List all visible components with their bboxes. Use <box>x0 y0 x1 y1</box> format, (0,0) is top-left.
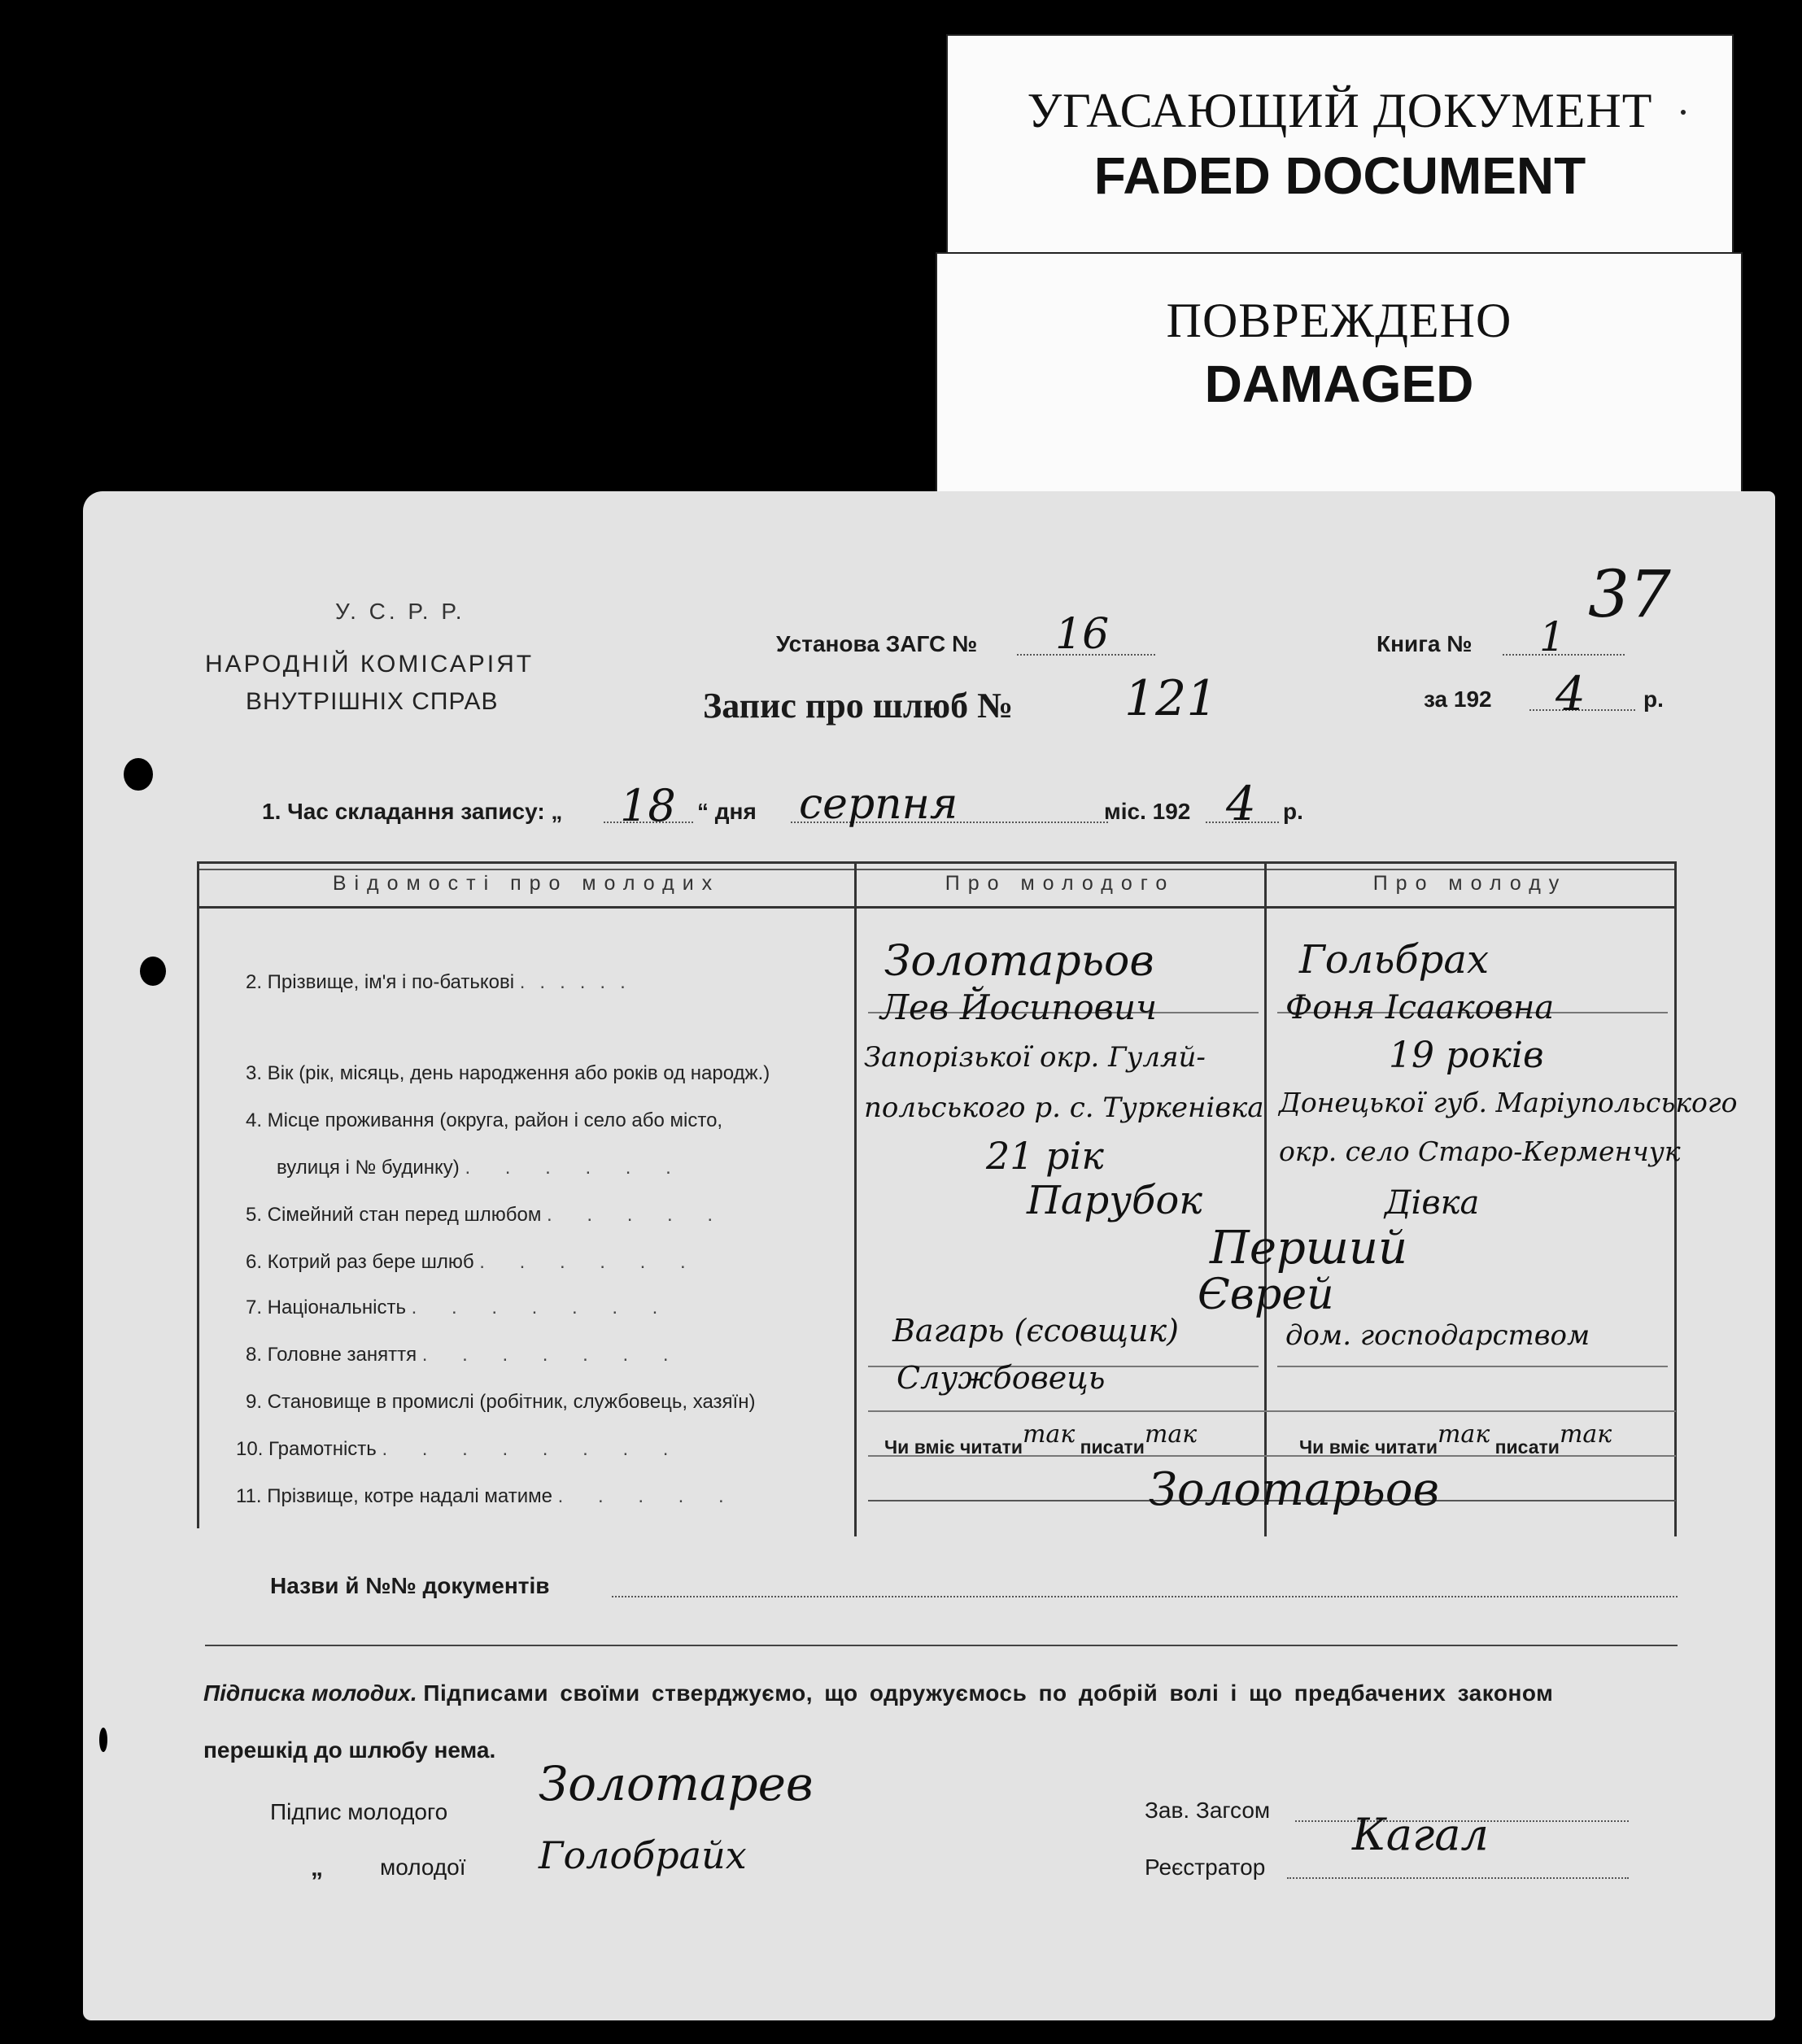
bride-signature: Голобрайх <box>539 1833 747 1877</box>
groom-residence-1: Запорізької окр. Гуляй- <box>864 1041 1206 1074</box>
row-dots: . . . . . . <box>479 1251 700 1273</box>
bride-residence-1: Донецької губ. Маріупольського <box>1279 1087 1738 1118</box>
row-label-text: 5. Сімейний стан перед шлюбом <box>246 1204 542 1226</box>
institution-label: Установа ЗАГС № <box>776 631 978 656</box>
groom-marital-status: Парубок <box>1027 1178 1202 1223</box>
row-rule <box>868 1410 1676 1412</box>
damaged-label <box>936 252 1743 504</box>
row-label-text: вулиця і № будинку) <box>277 1157 460 1179</box>
table-divider-groom <box>854 861 857 1536</box>
future-surname: Золотарьов <box>1149 1463 1440 1516</box>
bride-name: Фоня Ісааковна <box>1285 989 1555 1026</box>
row-dots: . . . . . . . <box>411 1297 673 1318</box>
row-label-residence <box>246 1109 722 1132</box>
groom-age: 21 рік <box>986 1134 1104 1178</box>
table-right-border <box>1674 861 1677 1536</box>
groom-surname: Золотарьов <box>884 937 1154 986</box>
table-left-border <box>197 861 199 1528</box>
row-label-name <box>246 971 640 994</box>
punch-hole <box>124 758 153 791</box>
row-label-marital <box>246 1204 727 1227</box>
faded-label-ru: УГАСАЮЩИЙ ДОКУМЕНТ <box>1027 84 1653 137</box>
book-label: Книга № <box>1377 631 1473 656</box>
table-divider-bride <box>1264 861 1267 1536</box>
row-label-literacy <box>236 1438 683 1461</box>
literacy-middle: писати <box>1080 1436 1145 1458</box>
registrar-label: Реєстратор <box>1145 1854 1266 1880</box>
faded-label-en: FADED DOCUMENT <box>1093 146 1586 205</box>
record-day: 18 <box>620 780 676 831</box>
commissariat-line2: ВНУТРІШНІХ СПРАВ <box>246 688 499 715</box>
declaration-title: Підписка молодих. <box>203 1680 417 1706</box>
record-time-label: 1. Час складання запису: „ <box>262 799 563 824</box>
groom-occupation: Вагарь (ϵсовщик) <box>892 1313 1179 1349</box>
bride-occupation: дом. господарством <box>1285 1319 1590 1352</box>
col-header-groom: Про молодого <box>945 872 1176 895</box>
faded-document-label <box>946 34 1734 278</box>
bride-literacy <box>1299 1420 1612 1460</box>
bride-marital-status: Дівка <box>1385 1184 1480 1222</box>
month-suffix: міс. 192 <box>1104 799 1191 824</box>
row-label-nationality <box>246 1297 672 1319</box>
commissariat-line1: НАРОДНІЙ КОМІСАРІЯТ <box>205 651 534 678</box>
year-value: 4 <box>1555 666 1586 721</box>
bride-surname: Гольбрах <box>1299 937 1490 983</box>
col-header-info: Відомості про молодих <box>332 872 721 895</box>
registrar-signature-line <box>1287 1877 1629 1879</box>
archive-folio-number: 37 <box>1588 556 1671 632</box>
row-label-text: 10. Грамотність <box>236 1438 377 1460</box>
damaged-label-en: DAMAGED <box>1204 355 1474 413</box>
year-suffix: р. <box>1643 686 1664 712</box>
punch-hole <box>140 957 166 986</box>
row-label-text: 7. Національність <box>246 1297 406 1318</box>
bride-signature-label: молодої <box>380 1854 466 1880</box>
table-header-border <box>197 906 1676 909</box>
groom-position: Службовець <box>897 1360 1106 1396</box>
groom-name: Лев Йосипович <box>880 987 1158 1027</box>
groom-can-write: так <box>1144 1420 1198 1449</box>
row-dots: . . . . . . . <box>421 1344 683 1366</box>
documents-label: Назви й №№ документів <box>270 1573 550 1598</box>
year-label: за 192 <box>1424 686 1492 712</box>
speck <box>1681 110 1686 115</box>
row-rule <box>1277 1366 1668 1367</box>
documents-line <box>612 1596 1678 1597</box>
row-label-text: 8. Головне заняття <box>246 1344 417 1366</box>
row-label-text: 9. Становище в промислі (робітник, службовець, хазяїн) <box>246 1391 756 1413</box>
declaration-text-2: перешкід до шлюбу нема. <box>203 1737 496 1763</box>
groom-signature-label: Підпис молодого <box>270 1799 448 1824</box>
record-title: Запис про шлюб № <box>703 686 1014 726</box>
book-value: 1 <box>1539 613 1565 660</box>
row-label-occupation <box>246 1344 683 1366</box>
row-label-text: 3. Вік (рік, місяць, день народження або років од народж.) <box>246 1062 770 1084</box>
bride-residence-2: окр. село Старо-Керменчук <box>1279 1135 1681 1167</box>
times-married: Перший <box>1210 1222 1408 1275</box>
col-header-bride: Про молоду <box>1372 872 1568 895</box>
record-year-suffix: р. <box>1283 799 1303 824</box>
damaged-label-ru: ПОВРЕЖДЕНО <box>1166 294 1512 347</box>
record-month: серпня <box>799 780 958 829</box>
record-year: 4 <box>1226 776 1256 831</box>
registrar-signature: Кагал <box>1352 1809 1489 1860</box>
row-dots: . . . . . <box>547 1204 728 1226</box>
row-dots: . . . . . <box>557 1485 739 1507</box>
declaration <box>203 1680 1553 1706</box>
row-label-text: 4. Місце проживання (округа, район і село або місто, <box>246 1109 723 1131</box>
bride-can-read: так <box>1437 1420 1490 1449</box>
bride-signature-prefix: „ <box>311 1854 323 1881</box>
punch-hole <box>99 1728 107 1752</box>
nationality: Єврей <box>1198 1270 1334 1319</box>
marriage-record-sheet <box>83 491 1775 2020</box>
row-label-text: 6. Котрий раз бере шлюб <box>246 1251 474 1273</box>
declaration-text-1: Підписами своїми стверджуємо, що одружуємось по добрій волі і що предбачених законом <box>423 1680 1554 1706</box>
record-number: 121 <box>1124 670 1218 727</box>
groom-can-read: так <box>1022 1420 1076 1449</box>
row-label-times <box>246 1251 700 1274</box>
table-top-border-inner <box>197 869 1676 870</box>
row-dots: ...... <box>519 971 640 993</box>
row-label-text: 2. Прізвище, ім'я і по-батькові <box>246 971 515 993</box>
bride-age: 19 років <box>1389 1035 1544 1076</box>
day-suffix: “ дня <box>697 799 757 824</box>
row-label-residence-cont <box>277 1157 686 1179</box>
row-dots: . . . . . . . . <box>382 1438 683 1460</box>
table-top-border <box>197 861 1676 864</box>
literacy-prefix: Чи вміє читати <box>884 1436 1023 1458</box>
groom-residence-2: польського р. с. Туркенівка <box>864 1092 1264 1124</box>
row-label-age <box>246 1062 770 1085</box>
literacy-prefix: Чи вміє читати <box>1299 1436 1438 1458</box>
row-label-position <box>246 1391 755 1414</box>
literacy-middle: писати <box>1494 1436 1560 1458</box>
republic-abbrev: У. С. Р. Р. <box>335 599 465 624</box>
row-label-text: 11. Прізвище, котре надалі матиме <box>236 1485 552 1507</box>
row-label-future-surname <box>236 1485 739 1508</box>
institution-value: 16 <box>1055 610 1110 659</box>
groom-literacy <box>884 1420 1198 1460</box>
separator-rule <box>205 1645 1678 1646</box>
head-registry-label: Зав. Загсом <box>1145 1798 1271 1823</box>
row-dots: . . . . . . <box>465 1157 686 1179</box>
bride-can-write: так <box>1559 1420 1612 1449</box>
groom-signature: Золотарев <box>539 1756 814 1811</box>
